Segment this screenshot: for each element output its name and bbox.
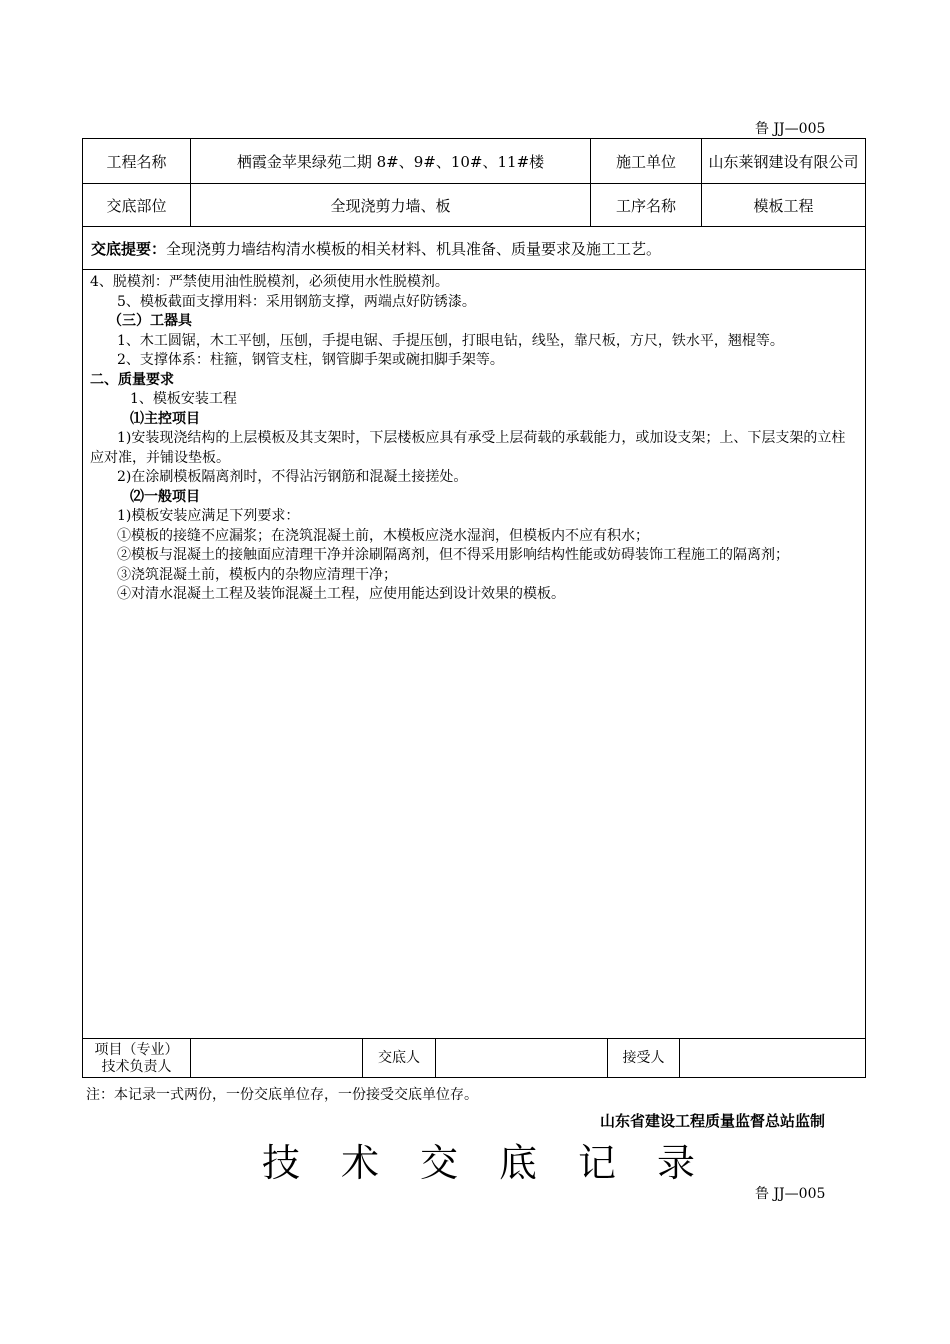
content-paragraph: ②模板与混凝土的接触面应清理干净并涂刷隔离剂，但不得采用影响结构性能或妨碍装饰工程施工的隔离剂； xyxy=(117,547,789,563)
disclosure-content xyxy=(83,270,865,1038)
supervising-authority: 山东省建设工程质量监督总站监制 xyxy=(600,1112,826,1130)
footer-note: 注：本记录一式两份，一份交底单位存，一份接受交底单位存。 xyxy=(86,1087,478,1103)
content-line: ③浇筑混凝土前，模板内的杂物应清理干净； xyxy=(117,566,397,583)
content-heading: ⑴主控项目 xyxy=(130,410,200,427)
signature-row xyxy=(83,1038,865,1078)
discloser-signature-field[interactable] xyxy=(436,1039,608,1078)
content-heading: 二、质量要求 xyxy=(90,371,174,388)
project-label: 工程名称 xyxy=(83,139,191,183)
process-value: 模板工程 xyxy=(753,196,814,215)
discloser-label: 交底人 xyxy=(363,1039,436,1078)
content-heading: ⑵一般项目 xyxy=(130,488,200,505)
process-label: 工序名称 xyxy=(591,184,702,226)
content-line: 2)在涂刷模板隔离剂时，不得沾污钢筋和混凝土接搓处。 xyxy=(117,469,468,485)
receiver-label: 接受人 xyxy=(608,1039,680,1078)
tech-lead-label-line-1: 项目（专业） xyxy=(94,1041,179,1058)
content-line: ④对清水混凝土工程及装饰混凝土工程，应使用能达到设计效果的模板。 xyxy=(117,586,565,602)
content-line: 1、木工圆锯，木工平刨，压刨，手提电锯、手提压刨，打眼电钻，线坠，靠尺板，方尺，铁水平，翘棍等。 xyxy=(117,332,784,349)
header-row-2 xyxy=(83,184,865,227)
summary-row xyxy=(83,227,865,270)
part-value: 全现浇剪力墙、板 xyxy=(191,184,591,226)
content-line: 1、模板安装工程 xyxy=(130,391,237,407)
tech-lead-signature-field[interactable] xyxy=(191,1039,363,1078)
summary-label: 交底提要： xyxy=(91,239,167,258)
content-paragraph: 1)安装现浇结构的上层模板及其支架时，下层楼板应具有承受上层荷载的承载能力，或加设支架；上、下层支架的立柱应对准，并铺设垫板。 xyxy=(90,430,846,466)
document-title: 技术交底记录 xyxy=(262,1141,737,1185)
content-line: 1)模板安装应满足下列要求： xyxy=(117,508,300,524)
content-line: 4、脱模剂：严禁使用油性脱模剂，必须使用水性脱模剂。 xyxy=(90,274,449,290)
form-code: 鲁 JJ—005 xyxy=(755,121,826,137)
project-value: 栖霞金苹果绿苑二期 8#、9#、10#、11#楼 xyxy=(191,139,591,183)
tech-lead-label-line-2: 技术负责人 xyxy=(101,1058,172,1075)
contractor-label: 施工单位 xyxy=(591,139,702,183)
tech-lead-label xyxy=(83,1039,191,1078)
form-code-bottom: 鲁 JJ—005 xyxy=(755,1186,826,1202)
content-line: 2、支撑体系：柱箍，钢管支柱，钢管脚手架或碗扣脚手架等。 xyxy=(117,352,504,368)
content-heading: （三）工器具 xyxy=(108,313,192,329)
content-line: ①模板的接缝不应漏浆；在浇筑混凝土前，木模板应浇水湿润，但模板内不应有积水； xyxy=(117,527,649,544)
header-row-1 xyxy=(83,139,865,184)
content-line: 5、模板截面支撑用料：采用钢筋支撑，两端点好防锈漆。 xyxy=(117,293,476,310)
disclosure-form xyxy=(82,138,866,1078)
receiver-signature-field[interactable] xyxy=(680,1039,865,1078)
contractor-value: 山东莱钢建设有限公司 xyxy=(708,152,859,171)
summary-text: 全现浇剪力墙结构清水模板的相关材料、机具准备、质量要求及施工工艺。 xyxy=(166,239,662,258)
part-label: 交底部位 xyxy=(83,184,191,226)
